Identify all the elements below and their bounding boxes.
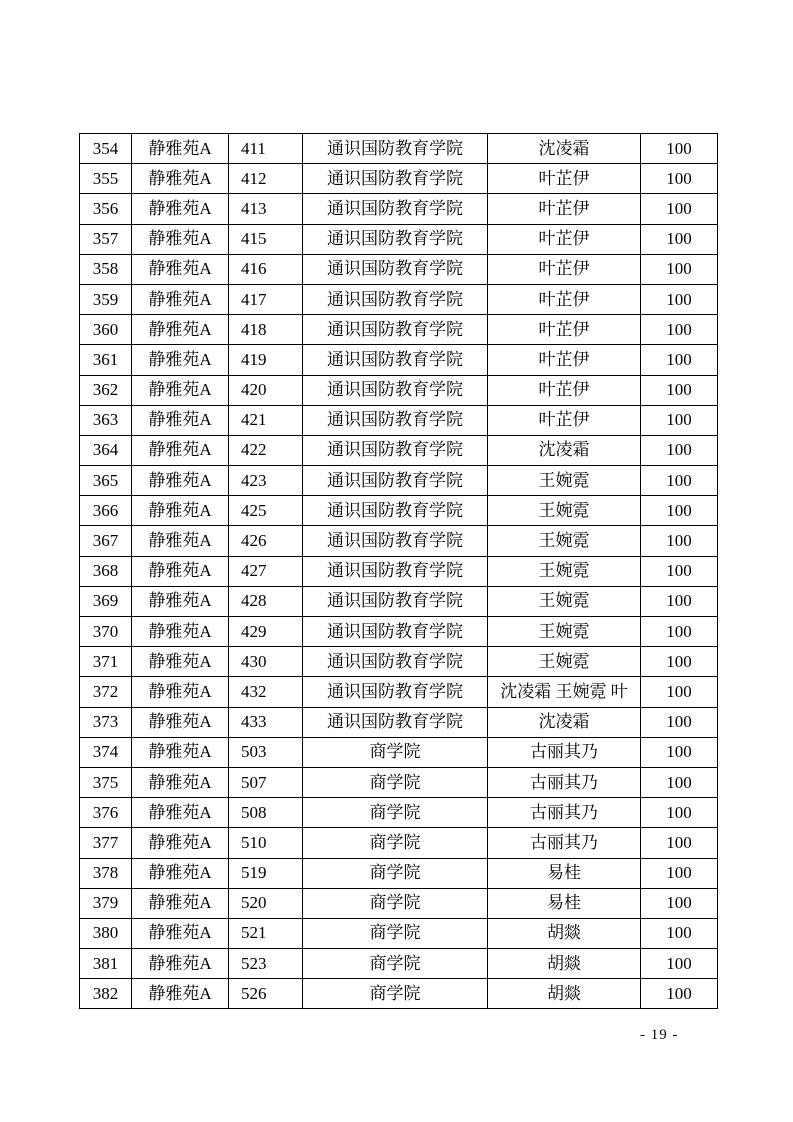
row-index-cell: 367: [80, 526, 132, 556]
college-name-cell: 商学院: [303, 798, 488, 828]
counselor-name-cell: 叶芷伊: [488, 254, 641, 284]
building-name-cell: 静雅苑A: [132, 375, 229, 405]
room-number-cell: 428: [229, 586, 303, 616]
row-index-cell: 356: [80, 194, 132, 224]
college-name-cell: 通识国防教育学院: [303, 284, 488, 314]
counselor-name-cell: 古丽其乃: [488, 737, 641, 767]
college-name-cell: 通识国防教育学院: [303, 556, 488, 586]
building-name-cell: 静雅苑A: [132, 949, 229, 979]
room-number-cell: 412: [229, 164, 303, 194]
row-index-cell: 354: [80, 134, 132, 164]
room-number-cell: 417: [229, 284, 303, 314]
counselor-name-cell: 叶芷伊: [488, 375, 641, 405]
room-number-cell: 421: [229, 405, 303, 435]
college-name-cell: 通识国防教育学院: [303, 586, 488, 616]
building-name-cell: 静雅苑A: [132, 254, 229, 284]
row-index-cell: 369: [80, 586, 132, 616]
table-row: [80, 677, 718, 707]
building-name-cell: 静雅苑A: [132, 405, 229, 435]
score-cell: 100: [641, 858, 718, 888]
college-name-cell: 通识国防教育学院: [303, 617, 488, 647]
building-name-cell: 静雅苑A: [132, 737, 229, 767]
building-name-cell: 静雅苑A: [132, 526, 229, 556]
score-cell: 100: [641, 164, 718, 194]
room-number-cell: 523: [229, 949, 303, 979]
building-name-cell: 静雅苑A: [132, 435, 229, 465]
building-name-cell: 静雅苑A: [132, 858, 229, 888]
room-number-cell: 433: [229, 707, 303, 737]
score-cell: 100: [641, 707, 718, 737]
college-name-cell: 通识国防教育学院: [303, 315, 488, 345]
counselor-name-cell: 王婉霓: [488, 466, 641, 496]
building-name-cell: 静雅苑A: [132, 888, 229, 918]
college-name-cell: 通识国防教育学院: [303, 496, 488, 526]
counselor-name-cell: 叶芷伊: [488, 345, 641, 375]
college-name-cell: 通识国防教育学院: [303, 647, 488, 677]
row-index-cell: 380: [80, 918, 132, 948]
room-number-cell: 521: [229, 918, 303, 948]
table-row: [80, 858, 718, 888]
room-number-cell: 420: [229, 375, 303, 405]
table-row: [80, 345, 718, 375]
room-number-cell: 507: [229, 767, 303, 797]
row-index-cell: 379: [80, 888, 132, 918]
row-index-cell: 373: [80, 707, 132, 737]
score-cell: 100: [641, 496, 718, 526]
table-row: [80, 496, 718, 526]
row-index-cell: 360: [80, 315, 132, 345]
college-name-cell: 通识国防教育学院: [303, 405, 488, 435]
score-cell: 100: [641, 345, 718, 375]
table-row: [80, 888, 718, 918]
counselor-name-cell: 叶芷伊: [488, 284, 641, 314]
table-row: [80, 647, 718, 677]
score-cell: 100: [641, 375, 718, 405]
table-row: [80, 556, 718, 586]
counselor-name-cell: 沈凌霜: [488, 134, 641, 164]
row-index-cell: 361: [80, 345, 132, 375]
score-cell: 100: [641, 737, 718, 767]
counselor-name-cell: 古丽其乃: [488, 767, 641, 797]
college-name-cell: 通识国防教育学院: [303, 224, 488, 254]
counselor-name-cell: 王婉霓: [488, 556, 641, 586]
table-row: [80, 375, 718, 405]
score-cell: 100: [641, 284, 718, 314]
table-row: [80, 979, 718, 1009]
row-index-cell: 357: [80, 224, 132, 254]
row-index-cell: 362: [80, 375, 132, 405]
room-number-cell: 432: [229, 677, 303, 707]
building-name-cell: 静雅苑A: [132, 164, 229, 194]
room-number-cell: 423: [229, 466, 303, 496]
table-body: [80, 134, 718, 1009]
row-index-cell: 368: [80, 556, 132, 586]
table-row: [80, 828, 718, 858]
room-number-cell: 519: [229, 858, 303, 888]
room-number-cell: 411: [229, 134, 303, 164]
building-name-cell: 静雅苑A: [132, 466, 229, 496]
table-row: [80, 617, 718, 647]
score-cell: 100: [641, 647, 718, 677]
row-index-cell: 370: [80, 617, 132, 647]
row-index-cell: 377: [80, 828, 132, 858]
counselor-name-cell: 王婉霓: [488, 526, 641, 556]
room-number-cell: 415: [229, 224, 303, 254]
counselor-name-cell: 王婉霓: [488, 647, 641, 677]
table-row: [80, 949, 718, 979]
college-name-cell: 通识国防教育学院: [303, 375, 488, 405]
row-index-cell: 382: [80, 979, 132, 1009]
building-name-cell: 静雅苑A: [132, 979, 229, 1009]
score-cell: 100: [641, 435, 718, 465]
dormitory-table: [79, 133, 718, 1009]
room-number-cell: 422: [229, 435, 303, 465]
row-index-cell: 355: [80, 164, 132, 194]
room-number-cell: 526: [229, 979, 303, 1009]
score-cell: 100: [641, 828, 718, 858]
college-name-cell: 通识国防教育学院: [303, 707, 488, 737]
table-row: [80, 586, 718, 616]
building-name-cell: 静雅苑A: [132, 194, 229, 224]
counselor-name-cell: 叶芷伊: [488, 315, 641, 345]
counselor-name-cell: 叶芷伊: [488, 164, 641, 194]
college-name-cell: 通识国防教育学院: [303, 164, 488, 194]
table-row: [80, 194, 718, 224]
score-cell: 100: [641, 888, 718, 918]
room-number-cell: 413: [229, 194, 303, 224]
row-index-cell: 366: [80, 496, 132, 526]
college-name-cell: 通识国防教育学院: [303, 254, 488, 284]
table-row: [80, 466, 718, 496]
row-index-cell: 374: [80, 737, 132, 767]
building-name-cell: 静雅苑A: [132, 707, 229, 737]
college-name-cell: 商学院: [303, 918, 488, 948]
score-cell: 100: [641, 556, 718, 586]
building-name-cell: 静雅苑A: [132, 345, 229, 375]
score-cell: 100: [641, 677, 718, 707]
building-name-cell: 静雅苑A: [132, 284, 229, 314]
score-cell: 100: [641, 767, 718, 797]
room-number-cell: 520: [229, 888, 303, 918]
row-index-cell: 364: [80, 435, 132, 465]
row-index-cell: 381: [80, 949, 132, 979]
college-name-cell: 商学院: [303, 979, 488, 1009]
table-row: [80, 737, 718, 767]
table-row: [80, 164, 718, 194]
room-number-cell: 426: [229, 526, 303, 556]
building-name-cell: 静雅苑A: [132, 315, 229, 345]
score-cell: 100: [641, 405, 718, 435]
table-row: [80, 435, 718, 465]
table-row: [80, 224, 718, 254]
counselor-name-cell: 胡燚: [488, 918, 641, 948]
row-index-cell: 376: [80, 798, 132, 828]
score-cell: 100: [641, 134, 718, 164]
counselor-name-cell: 叶芷伊: [488, 224, 641, 254]
room-number-cell: 427: [229, 556, 303, 586]
score-cell: 100: [641, 224, 718, 254]
score-cell: 100: [641, 194, 718, 224]
building-name-cell: 静雅苑A: [132, 134, 229, 164]
building-name-cell: 静雅苑A: [132, 556, 229, 586]
score-cell: 100: [641, 315, 718, 345]
college-name-cell: 通识国防教育学院: [303, 435, 488, 465]
row-index-cell: 365: [80, 466, 132, 496]
row-index-cell: 363: [80, 405, 132, 435]
table-row: [80, 315, 718, 345]
college-name-cell: 商学院: [303, 767, 488, 797]
college-name-cell: 通识国防教育学院: [303, 345, 488, 375]
room-number-cell: 429: [229, 617, 303, 647]
counselor-name-cell: 叶芷伊: [488, 194, 641, 224]
page-number: - 19 -: [640, 1027, 679, 1043]
counselor-name-cell: 胡燚: [488, 979, 641, 1009]
college-name-cell: 通识国防教育学院: [303, 466, 488, 496]
college-name-cell: 商学院: [303, 828, 488, 858]
room-number-cell: 430: [229, 647, 303, 677]
counselor-name-cell: 王婉霓: [488, 586, 641, 616]
building-name-cell: 静雅苑A: [132, 586, 229, 616]
building-name-cell: 静雅苑A: [132, 918, 229, 948]
college-name-cell: 通识国防教育学院: [303, 677, 488, 707]
row-index-cell: 375: [80, 767, 132, 797]
score-cell: 100: [641, 918, 718, 948]
building-name-cell: 静雅苑A: [132, 224, 229, 254]
room-number-cell: 503: [229, 737, 303, 767]
counselor-name-cell: 易桂: [488, 888, 641, 918]
table-row: [80, 254, 718, 284]
table-row: [80, 767, 718, 797]
building-name-cell: 静雅苑A: [132, 617, 229, 647]
score-cell: 100: [641, 617, 718, 647]
table-row: [80, 405, 718, 435]
college-name-cell: 通识国防教育学院: [303, 526, 488, 556]
table-row: [80, 707, 718, 737]
college-name-cell: 通识国防教育学院: [303, 134, 488, 164]
building-name-cell: 静雅苑A: [132, 767, 229, 797]
building-name-cell: 静雅苑A: [132, 828, 229, 858]
counselor-name-cell: 易桂: [488, 858, 641, 888]
counselor-name-cell: 沈凌霜: [488, 707, 641, 737]
room-number-cell: 510: [229, 828, 303, 858]
row-index-cell: 372: [80, 677, 132, 707]
score-cell: 100: [641, 798, 718, 828]
counselor-name-cell: 沈凌霜 王婉霓 叶: [488, 677, 641, 707]
table-row: [80, 284, 718, 314]
counselor-name-cell: 古丽其乃: [488, 798, 641, 828]
table-row: [80, 798, 718, 828]
score-cell: 100: [641, 466, 718, 496]
score-cell: 100: [641, 949, 718, 979]
college-name-cell: 商学院: [303, 949, 488, 979]
score-cell: 100: [641, 526, 718, 556]
counselor-name-cell: 古丽其乃: [488, 828, 641, 858]
row-index-cell: 358: [80, 254, 132, 284]
row-index-cell: 359: [80, 284, 132, 314]
score-cell: 100: [641, 586, 718, 616]
college-name-cell: 商学院: [303, 858, 488, 888]
score-cell: 100: [641, 979, 718, 1009]
counselor-name-cell: 沈凌霜: [488, 435, 641, 465]
table-row: [80, 526, 718, 556]
building-name-cell: 静雅苑A: [132, 496, 229, 526]
table-row: [80, 134, 718, 164]
row-index-cell: 378: [80, 858, 132, 888]
room-number-cell: 416: [229, 254, 303, 284]
room-number-cell: 425: [229, 496, 303, 526]
college-name-cell: 商学院: [303, 737, 488, 767]
building-name-cell: 静雅苑A: [132, 677, 229, 707]
room-number-cell: 419: [229, 345, 303, 375]
table-row: [80, 918, 718, 948]
counselor-name-cell: 叶芷伊: [488, 405, 641, 435]
counselor-name-cell: 王婉霓: [488, 617, 641, 647]
college-name-cell: 商学院: [303, 888, 488, 918]
building-name-cell: 静雅苑A: [132, 798, 229, 828]
counselor-name-cell: 胡燚: [488, 949, 641, 979]
room-number-cell: 418: [229, 315, 303, 345]
row-index-cell: 371: [80, 647, 132, 677]
counselor-name-cell: 王婉霓: [488, 496, 641, 526]
room-number-cell: 508: [229, 798, 303, 828]
college-name-cell: 通识国防教育学院: [303, 194, 488, 224]
score-cell: 100: [641, 254, 718, 284]
building-name-cell: 静雅苑A: [132, 647, 229, 677]
